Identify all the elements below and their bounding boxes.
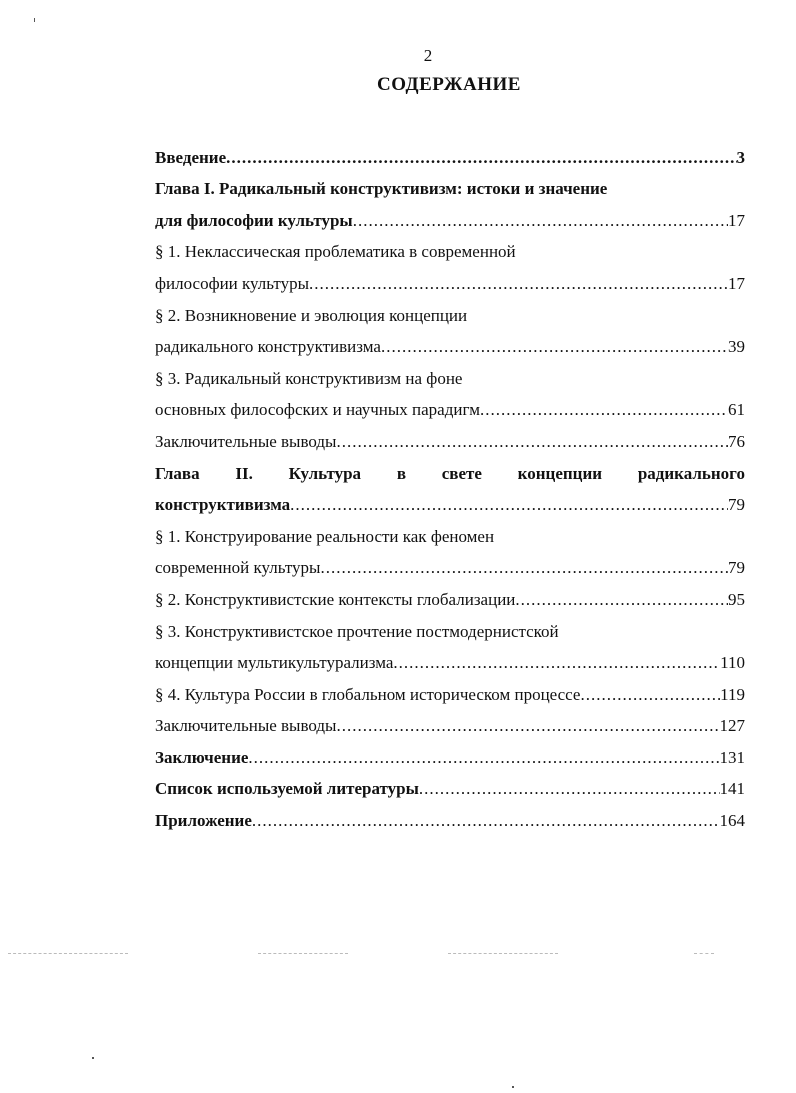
toc-leader-dots (290, 493, 728, 517)
toc-entry-label: Глава I. Радикальный конструктивизм: истоки и значение (155, 179, 608, 199)
scan-artifact-line (258, 953, 348, 955)
toc-leader-dots (381, 335, 728, 359)
toc-page-number: 3 (736, 147, 745, 167)
toc-heading-word: Культура (288, 463, 362, 483)
toc-entry-section-1-1-heading[interactable] (155, 233, 745, 265)
toc-leader-dots (393, 651, 720, 675)
scan-speck (512, 1086, 514, 1088)
toc-leader-dots (515, 588, 728, 612)
toc-page-number: 76 (728, 431, 745, 451)
toc-leader-dots (580, 683, 720, 707)
toc-page-number: 17 (728, 273, 745, 293)
toc-page-number: 119 (720, 684, 745, 704)
toc-leader-dots (320, 556, 728, 580)
toc-entry-intro[interactable] (155, 138, 745, 170)
toc-page-number: 141 (719, 779, 745, 799)
toc-entry-section-1-1[interactable] (155, 264, 745, 296)
toc-entry-section-1-2-heading[interactable] (155, 296, 745, 328)
toc-page-number: 61 (728, 400, 745, 420)
toc-entry-section-2-1[interactable] (155, 549, 745, 581)
toc-entry-label: Введение (155, 147, 227, 167)
toc-entry-label: современной культуры (155, 558, 321, 578)
toc-entry-section-2-2[interactable] (155, 580, 745, 612)
toc-entry-section-2-3[interactable] (155, 644, 745, 676)
toc-entry-chapter-2-conclusions[interactable] (155, 707, 745, 739)
toc-entry-label: философии культуры (155, 273, 310, 293)
toc-heading-word: в (396, 463, 406, 483)
toc-page-number: 39 (728, 337, 745, 357)
toc-entry-label: § 4. Культура России в глобальном историческом процессе (155, 684, 581, 704)
toc-page-number: 131 (719, 747, 745, 767)
toc-entry-conclusion[interactable] (155, 738, 745, 770)
scan-artifact-line (448, 953, 558, 955)
page-number: 2 (423, 46, 433, 65)
toc-leader-dots (336, 430, 728, 454)
toc-leader-dots (336, 714, 719, 738)
table-of-contents (155, 138, 745, 833)
page-title: СОДЕРЖАНИЕ (377, 74, 521, 95)
toc-entry-section-1-3-heading[interactable] (155, 359, 745, 391)
toc-heading-word: Глава (155, 463, 200, 483)
toc-entry-label: концепции мультикультурализма (155, 653, 394, 673)
toc-entry-section-2-3-heading[interactable] (155, 612, 745, 644)
toc-entry-section-1-2[interactable] (155, 328, 745, 360)
toc-entry-label: § 2. Возникновение и эволюция концепции (155, 305, 468, 325)
toc-heading-word: концепции (517, 463, 603, 483)
toc-entry-label: для философии культуры (155, 210, 353, 230)
toc-leader-dots (226, 146, 736, 170)
toc-page-number: 127 (719, 716, 745, 736)
toc-entry-label: основных философских и научных парадигм (155, 400, 480, 420)
toc-entry-chapter-1[interactable] (155, 201, 745, 233)
toc-entry-chapter-2[interactable] (155, 486, 745, 518)
toc-heading-word: радикального (637, 463, 745, 483)
toc-entry-chapter-2-heading[interactable] (155, 454, 745, 486)
toc-page-number: 17 (728, 210, 745, 230)
toc-leader-dots (252, 809, 720, 833)
toc-entry-section-2-4[interactable] (155, 675, 745, 707)
toc-entry-chapter-1-conclusions[interactable] (155, 422, 745, 454)
toc-leader-dots (353, 209, 728, 233)
toc-leader-dots (248, 746, 719, 770)
toc-entry-label: Заключение (155, 747, 249, 767)
toc-entry-label: § 3. Радикальный конструктивизм на фоне (155, 368, 463, 388)
toc-entry-label: § 3. Конструктивистское прочтение постмодернистской (155, 621, 559, 641)
toc-page-number: 164 (719, 811, 745, 831)
toc-entry-label: Приложение (155, 811, 252, 831)
toc-leader-dots (309, 272, 728, 296)
toc-heading-word: свете (441, 463, 482, 483)
toc-page-number: 79 (728, 495, 745, 515)
toc-entry-label: Список используемой литературы (155, 779, 419, 799)
toc-entry-section-2-1-heading[interactable] (155, 517, 745, 549)
toc-leader-dots (480, 398, 728, 422)
toc-entry-label: Заключительные выводы (155, 431, 337, 451)
scan-speck (34, 18, 35, 22)
toc-entry-appendix[interactable] (155, 801, 745, 833)
toc-entry-label: Заключительные выводы (155, 716, 337, 736)
toc-entry-chapter-1-heading[interactable] (155, 170, 745, 202)
toc-entry-label: § 2. Конструктивистские контексты глобализации (155, 589, 516, 609)
toc-entry-label: § 1. Конструирование реальности как феномен (155, 526, 495, 546)
toc-entry-label: радикального конструктивизма (155, 337, 381, 357)
toc-entry-label: конструктивизма (155, 495, 291, 515)
toc-entry-section-1-3[interactable] (155, 391, 745, 423)
toc-leader-dots (419, 777, 720, 801)
toc-heading-word: II. (235, 463, 253, 483)
toc-page-number: 110 (720, 653, 745, 673)
toc-entry-label: § 1. Неклассическая проблематика в современной (155, 242, 516, 262)
toc-page-number: 79 (728, 558, 745, 578)
toc-page-number: 95 (728, 589, 745, 609)
scan-artifact-line (8, 953, 128, 955)
scan-artifact-line (694, 953, 714, 955)
toc-entry-bibliography[interactable] (155, 770, 745, 802)
scan-speck (92, 1057, 94, 1059)
